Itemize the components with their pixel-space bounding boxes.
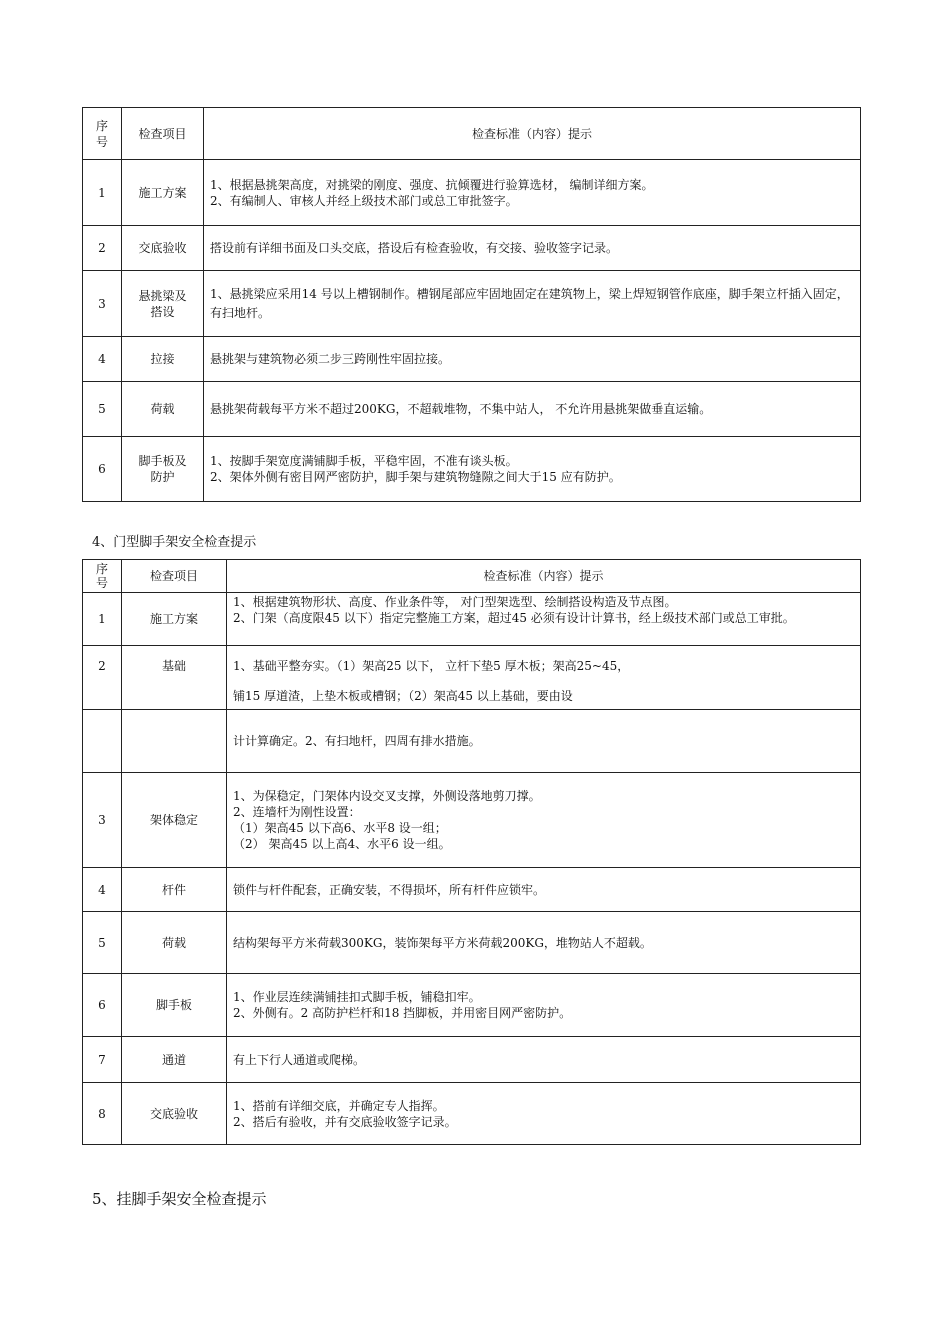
table-row	[83, 437, 861, 502]
standard-line: 1、根据悬挑架高度，对挑梁的刚度、强度、抗倾覆进行验算选材， 编制详细方案。	[210, 177, 654, 192]
row-item: 拉接	[122, 337, 204, 382]
table-row	[83, 1083, 861, 1145]
row-standard	[204, 437, 861, 502]
table-row	[83, 773, 861, 868]
standard-line: 1、根据建筑物形状、高度、作业条件等， 对门型架选型、绘制搭设构造及节点图。	[233, 595, 677, 609]
standard-line: 1、为保稳定，门架体内设交叉支撑，外侧设落地剪刀撑。	[233, 789, 541, 803]
header-standard: 检查标准（内容）提示	[204, 108, 861, 160]
standard-line: （2） 架高45 以上高4、水平6 设一组。	[233, 837, 451, 851]
row-item: 脚手板	[122, 974, 227, 1037]
table-row	[83, 710, 861, 773]
standard-line: 铺15 厚道渣，上垫木板或槽钢；（2）架高45 以上基础，要由设	[233, 689, 573, 703]
row-item: 架体稳定	[122, 773, 227, 868]
section-title-door-scaffold: 4、门型脚手架安全检查提示	[92, 535, 257, 550]
row-item: 基础	[122, 646, 227, 710]
standard-line: 1、按脚手架宽度满铺脚手板，平稳牢固，不准有谈头板。	[210, 454, 518, 468]
row-no: 4	[83, 868, 122, 912]
row-no: 2	[83, 646, 122, 710]
row-no: 7	[83, 1037, 122, 1083]
row-item: 交底验收	[122, 226, 204, 271]
standard-line: 锁件与杆件配套，正确安装，不得损坏，所有杆件应锁牢。	[233, 882, 546, 897]
door-scaffold-table	[82, 559, 861, 1145]
table-row	[83, 974, 861, 1037]
header-item: 检查项目	[122, 108, 204, 160]
row-no: 5	[83, 382, 122, 437]
row-item: 通道	[122, 1037, 227, 1083]
standard-line: 1、搭前有详细交底，并确定专人指挥。	[233, 1098, 445, 1113]
row-item: 杆件	[122, 868, 227, 912]
section-title-hanging-scaffold: 5、挂脚手架安全检查提示	[92, 1190, 267, 1208]
table-row	[83, 337, 861, 382]
row-standard	[227, 868, 861, 912]
table-row	[83, 646, 861, 710]
standard-line: 1、悬挑梁应采用14 号以上槽钢制作。槽钢尾部应牢固地固定在建筑物上，梁上焊短钢管作底座，脚手架立杆插入固定，有扫地杆。	[210, 286, 849, 320]
table-row	[83, 226, 861, 271]
standard-line: 2、搭后有验收，并有交底验收签字记录。	[233, 1114, 457, 1129]
row-no: 1	[83, 593, 122, 646]
standard-line: 2、有编制人、审核人并经上级技术部门或总工审批签字。	[210, 193, 518, 208]
header-standard: 检查标准（内容）提示	[227, 560, 861, 593]
row-standard	[227, 773, 861, 868]
row-item	[122, 710, 227, 773]
table-header-row	[83, 108, 861, 160]
standard-line: 1、基础平整夯实。（1）架高25 以下， 立杆下垫5 厚木板；架高25~45，	[233, 659, 630, 673]
row-no: 6	[83, 974, 122, 1037]
row-item: 悬挑梁及搭设	[122, 271, 204, 337]
table-row	[83, 593, 861, 646]
standard-line: 结构架每平方米荷载300KG，装饰架每平方米荷载200KG，堆物站人不超载。	[233, 935, 652, 950]
standard-line: 有上下行人通道或爬梯。	[233, 1052, 366, 1067]
row-standard	[204, 160, 861, 226]
row-item: 荷载	[122, 382, 204, 437]
standard-line: 1、作业层连续满铺挂扣式脚手板，铺稳扣牢。	[233, 990, 481, 1004]
standard-line: 2、外侧有。2 高防护栏杆和18 挡脚板，并用密目网严密防护。	[233, 1006, 572, 1020]
table-row	[83, 271, 861, 337]
row-no: 4	[83, 337, 122, 382]
table-row	[83, 868, 861, 912]
row-item: 脚手板及防护	[122, 437, 204, 502]
row-standard	[204, 382, 861, 437]
table-row	[83, 912, 861, 974]
row-item: 施工方案	[122, 160, 204, 226]
row-standard	[204, 226, 861, 271]
standard-line: 2、架体外侧有密目网严密防护，脚手架与建筑物缝隙之间大于15 应有防护。	[210, 470, 621, 484]
row-standard	[227, 974, 861, 1037]
row-standard	[227, 1083, 861, 1145]
standard-line: 计计算确定。2、有扫地杆，四周有排水措施。	[233, 734, 481, 748]
row-item: 荷载	[122, 912, 227, 974]
row-no: 6	[83, 437, 122, 502]
table-row	[83, 160, 861, 226]
row-standard	[204, 337, 861, 382]
standard-line: 悬挑架荷载每平方米不超过200KG，不超载堆物，不集中站人， 不允许用悬挑架做垂直运输。	[210, 402, 712, 416]
row-no: 3	[83, 773, 122, 868]
table-row	[83, 1037, 861, 1083]
row-standard	[227, 593, 861, 646]
row-item: 交底验收	[122, 1083, 227, 1145]
row-no: 3	[83, 271, 122, 337]
header-no: 序号	[83, 108, 122, 160]
standard-line: 悬挑架与建筑物必须二步三跨刚性牢固拉接。	[210, 352, 451, 366]
standard-line: 搭设前有详细书面及口头交底，搭设后有检查验收，有交接、验收签字记录。	[210, 241, 619, 255]
standard-line: （1）架高45 以下高6、水平8 设一组；	[233, 821, 447, 835]
row-no: 1	[83, 160, 122, 226]
table-header-row	[83, 560, 861, 593]
header-item: 检查项目	[122, 560, 227, 593]
header-no: 序号	[83, 560, 122, 593]
table-row	[83, 382, 861, 437]
row-no	[83, 710, 122, 773]
row-no: 2	[83, 226, 122, 271]
row-standard	[204, 271, 861, 337]
standard-line: 2、门架（高度限45 以下）指定完整施工方案，超过45 必须有设计计算书，经上级技术部门或总工审批。	[233, 611, 795, 625]
row-no: 5	[83, 912, 122, 974]
row-standard	[227, 912, 861, 974]
row-standard	[227, 710, 861, 773]
row-standard	[227, 646, 861, 710]
overhang-scaffold-table	[82, 107, 861, 502]
row-no: 8	[83, 1083, 122, 1145]
row-item: 施工方案	[122, 593, 227, 646]
row-standard	[227, 1037, 861, 1083]
standard-line: 2、连墙杆为刚性设置：	[233, 805, 361, 819]
